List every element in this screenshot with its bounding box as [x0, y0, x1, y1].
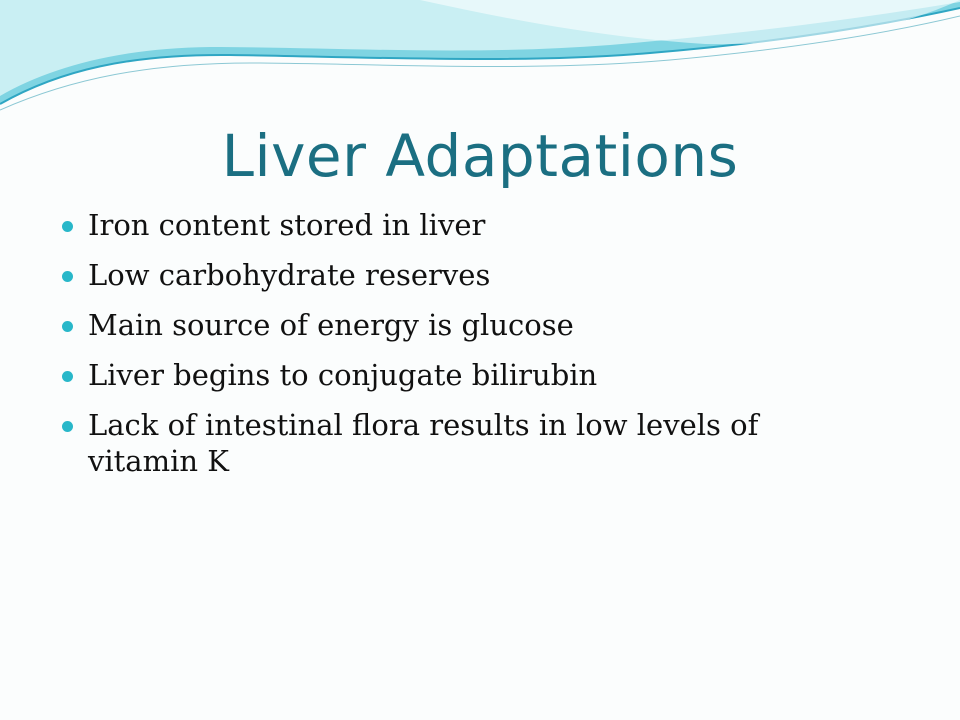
bullet-item [62, 357, 822, 393]
bullet-item [62, 257, 822, 293]
bullet-icon [62, 221, 73, 232]
slide-title: Liver Adaptations [221, 122, 739, 190]
bullet-item [62, 307, 822, 343]
bullet-text: Liver begins to conjugate bilirubin [88, 358, 598, 392]
bullet-item [62, 407, 822, 479]
bullet-list [62, 207, 822, 493]
bullet-text: Main source of energy is glucose [88, 308, 574, 342]
bullet-icon [62, 321, 73, 332]
header-wave-decoration [0, 0, 960, 120]
bullet-text: Lack of intestinal flora results in low levels of vitamin K [88, 408, 759, 478]
bullet-text: Iron content stored in liver [88, 208, 486, 242]
bullet-icon [62, 271, 73, 282]
bullet-text: Low carbohydrate reserves [88, 258, 491, 292]
bullet-item [62, 207, 822, 243]
bullet-icon [62, 421, 73, 432]
bullet-icon [62, 371, 73, 382]
